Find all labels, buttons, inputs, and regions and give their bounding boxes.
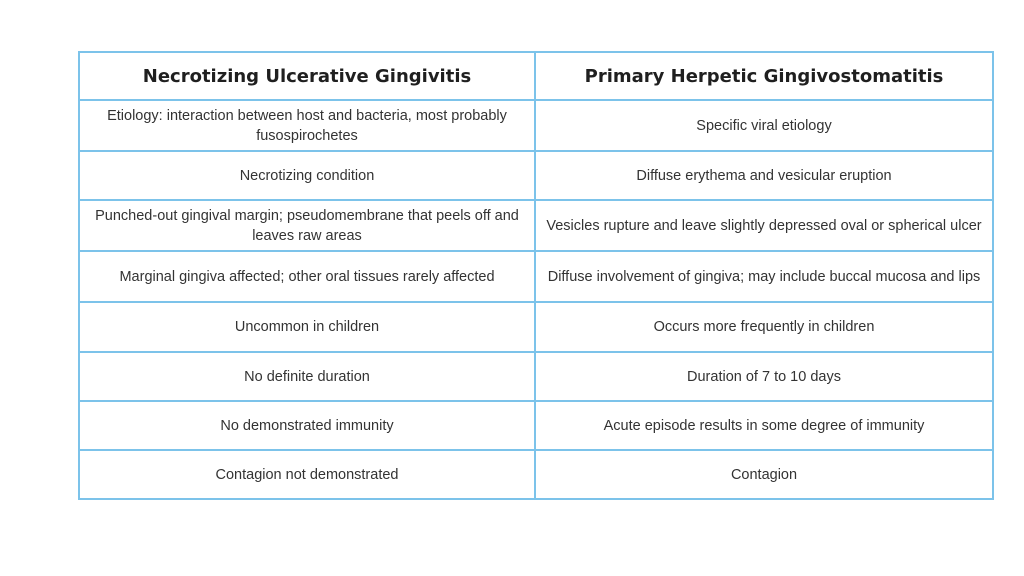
table-row <box>79 450 993 499</box>
cell-phg: Duration of 7 to 10 days <box>535 352 993 401</box>
cell-nug: Punched-out gingival margin; pseudomembrane that peels off and leaves raw areas <box>79 200 535 251</box>
cell-phg: Acute episode results in some degree of immunity <box>535 401 993 450</box>
cell-phg: Contagion <box>535 450 993 499</box>
cell-nug: Uncommon in children <box>79 302 535 352</box>
cell-nug: Marginal gingiva affected; other oral tissues rarely affected <box>79 251 535 302</box>
header-phg: Primary Herpetic Gingivostomatitis <box>535 52 993 100</box>
cell-nug: Contagion not demonstrated <box>79 450 535 499</box>
table-row <box>79 302 993 352</box>
table-row <box>79 352 993 401</box>
cell-nug: No definite duration <box>79 352 535 401</box>
table-row <box>79 251 993 302</box>
table-row <box>79 151 993 200</box>
cell-nug: Etiology: interaction between host and bacteria, most probably fusospirochetes <box>79 100 535 151</box>
cell-phg: Occurs more frequently in children <box>535 302 993 352</box>
cell-phg: Diffuse erythema and vesicular eruption <box>535 151 993 200</box>
comparison-table-container <box>78 51 992 500</box>
cell-phg: Diffuse involvement of gingiva; may include buccal mucosa and lips <box>535 251 993 302</box>
cell-nug: No demonstrated immunity <box>79 401 535 450</box>
cell-phg: Specific viral etiology <box>535 100 993 151</box>
comparison-table <box>78 51 994 500</box>
cell-phg: Vesicles rupture and leave slightly depressed oval or spherical ulcer <box>535 200 993 251</box>
table-row <box>79 100 993 151</box>
header-nug: Necrotizing Ulcerative Gingivitis <box>79 52 535 100</box>
cell-nug: Necrotizing condition <box>79 151 535 200</box>
header-row <box>79 52 993 100</box>
table-row <box>79 200 993 251</box>
table-row <box>79 401 993 450</box>
